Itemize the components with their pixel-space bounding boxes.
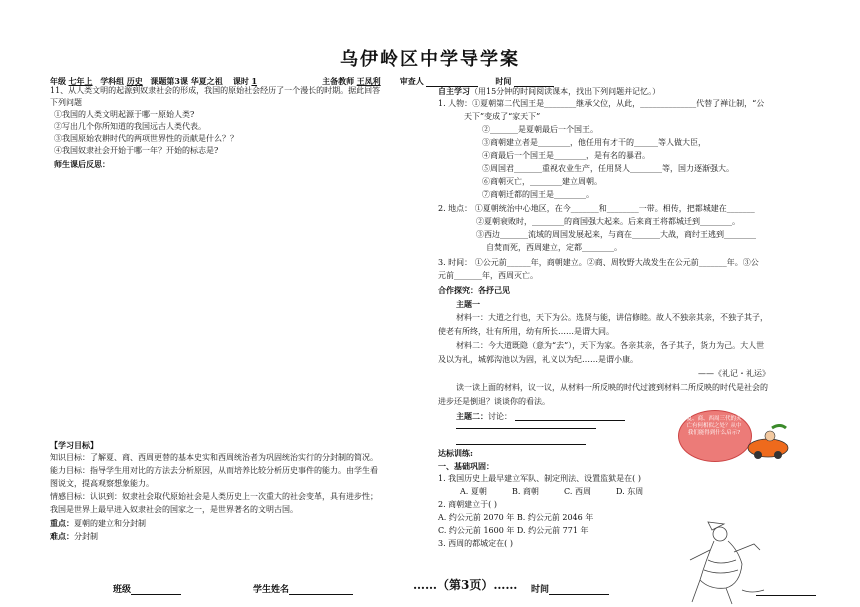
q2-options-1: A. 约公元前 2070 年 B. 约公元前 2046 年 (438, 513, 594, 522)
self-study (438, 87, 660, 96)
grade-label: 年级 (50, 76, 66, 86)
practice-q3: 3. 西周的都城定在( ) (438, 539, 513, 548)
reflection-label: 师生课后反思： (54, 159, 110, 169)
footer-extra-blank (756, 587, 816, 596)
source-citation: ——《礼记・礼运》 (698, 369, 770, 378)
q1-options (460, 488, 643, 496)
teacher-label: 主备教师 (322, 76, 355, 86)
q1-option-b: B. 商朝 (511, 487, 539, 496)
practice-label: 达标训练: (438, 448, 473, 458)
page-number: ……（第3页）…… (413, 578, 518, 592)
place-line-3: ③西边_______流域的周国发展起来，与商在_______大战，商纣王逃到________ (476, 230, 756, 239)
goal-ability: 能力目标：指导学生用对比的方法去分析原因，从而培养比较分析历史事件的能力。由学生看 (50, 466, 378, 475)
question-line-1: 读一读上面的材料，议一议，从材料一所反映的时代过渡到材料二所反映的时代是社会的 (456, 383, 768, 392)
cartoon-callout (670, 406, 790, 466)
material-1-line-1: 材料一：大道之行也，天下为公。选贤与能，讲信修睦。故人不独亲其亲，不独子其子， (456, 313, 768, 322)
teacher-value: 王凤利 (356, 76, 381, 86)
time-label: 时间 (495, 76, 512, 86)
discuss-blank-2 (456, 420, 596, 429)
car-cartoon-icon (742, 424, 792, 460)
topic-1: 主题一 (456, 299, 480, 309)
people-line-7: ⑥商朝灭亡，________建立周朝。 (482, 177, 602, 186)
coop-label: 合作探究：各抒己见 (438, 285, 510, 295)
goals-heading: 【学习目标】 (50, 440, 98, 450)
key-label: 重点： (50, 518, 74, 528)
place-line-2: ②夏朝衰败时，________的商国强大起来。后来商王将都城迁到________。 (476, 217, 740, 226)
q1-option-c: C. 西周 (564, 487, 591, 496)
footer-class (113, 582, 181, 595)
q2-options-2: C. 约公元前 1600 年 D. 约公元前 771 年 (438, 526, 589, 535)
subject-value: 历史 (126, 76, 143, 86)
time-line-2: 元前_______年，西周灭亡。 (438, 271, 538, 280)
footer-name-blank (289, 586, 353, 595)
self-study-label: 自主学习 (438, 86, 470, 96)
material-2-line-1: 材料二：今大道既隐（意为“去”），天下为家。各亲其亲，各子其子，货力为己。大人世 (456, 341, 765, 350)
period-value: 1 (251, 76, 258, 86)
question-line-2: 进步还是倒退？谈谈你的看法。 (438, 397, 550, 406)
key-value: 夏朝的建立和分封制 (74, 519, 146, 528)
key-point (50, 519, 146, 528)
q1-option-d: D. 东周 (616, 487, 644, 496)
place-line-4: 自焚而死，西周建立，定都________。 (486, 243, 622, 252)
question-4: ④我国奴隶社会开始于哪一年？开始的标志是? (54, 146, 219, 155)
subject-label: 学科组 (100, 76, 125, 86)
grade-value: 七年上 (68, 76, 93, 86)
footer-name (253, 582, 353, 595)
basic-label: 一、基础巩固： (438, 461, 494, 471)
bubble-text: 夏、商、西周三代的灭亡有何相似之处？从中我们能得到什么启示? (686, 416, 742, 436)
footer-class-label: 班级 (113, 585, 132, 595)
difficulty-value: 分封制 (74, 532, 98, 541)
discuss-blank-3 (456, 436, 586, 445)
topic-2-label: 主题二： (456, 411, 488, 421)
question-intro: 11、从人类文明的起源到奴隶社会的形成，我国的原始社会经历了一个漫长的时期。据此回答 (50, 86, 381, 95)
people-line-1: 1. 人物：①夏朝第二代国王是________继承父位，从此，______________代替了禅让制，“公 (438, 99, 765, 108)
time-blank (514, 78, 554, 87)
material-1-line-2: 使老有所终，壮有所用，幼有所长……是谓大同。 (438, 327, 614, 336)
people-line-5: ④商最后一个国王是________，是有名的暴君。 (482, 151, 650, 160)
footer-time-label: 时间 (531, 585, 550, 595)
footer-class-blank (131, 586, 181, 595)
question-2: ②写出几个你所知道的我国远古人类代表。 (54, 122, 206, 131)
time-line-1: 3. 时间： ①公元前______年，商朝建立。②商、周牧野大战发生在公元前_______年。③公 (438, 258, 759, 267)
people-line-2: 天下”变成了“家天下” (464, 112, 541, 121)
people-line-8: ⑦商朝迁都的国王是________。 (482, 190, 594, 199)
footer-name-label: 学生姓名 (253, 585, 290, 595)
goal-ability-cont: 图说文，提高观察想象能力。 (50, 479, 154, 488)
people-line-6: ⑤周国君_______重视农业生产，任用贤人________等，国力逐渐强大。 (482, 164, 734, 173)
goal-emotion: 情感目标：认识到：奴隶社会取代原始社会是人类历史上一次重大的社会变革，具有进步性； (50, 492, 378, 501)
goal-emotion-cont: 我国是世界上最早进入奴隶社会的国家之一，是世界著名的文明古国。 (50, 505, 298, 514)
people-line-4: ③商朝建立者是________，他任用有才干的______等人做大臣， (482, 138, 706, 147)
material-2-line-2: 及以为礼，城郭沟池以为固，礼义以为纪……是谓小康。 (438, 355, 638, 364)
page-title: 乌伊岭区中学导学案 (340, 49, 520, 70)
people-line-3: ②_______是夏朝最后一个国王。 (482, 125, 598, 134)
self-study-note: （用15分钟的时间阅读课本，找出下列问题并记忆。） (470, 87, 661, 96)
footer-time-blank (549, 586, 609, 595)
practice-q2: 2. 商朝建立于( ) (438, 500, 497, 509)
place-line-1: 2. 地点： ①夏朝统治中心地区，在今_______和________一带。相传，把都城建在_______ (438, 204, 755, 213)
goal-knowledge: 知识目标：了解夏、商、西周更替的基本史实和西周统治者为巩固统治实行的分封制的简况。 (50, 453, 378, 462)
practice-q1: 1. 我国历史上最早建立军队、制定刑法、设置监狱是在( ) (438, 474, 641, 483)
period-label: 课时 (232, 76, 249, 86)
reviewer-label: 审查人 (399, 76, 424, 86)
footer-time (531, 582, 609, 595)
difficulty-label: 难点： (50, 531, 74, 541)
question-intro-cont: 下列问题 (50, 98, 82, 107)
q1-option-a: A. 夏朝 (460, 487, 487, 496)
lesson-title: 课题第3课 华夏之祖 (150, 76, 223, 86)
difficulty-point (50, 532, 98, 541)
question-3: ③我国原始农耕时代的两项世界性的贡献是什么？？ (54, 134, 238, 143)
discuss-label: 讨论： (488, 412, 512, 421)
question-1: ①我国的人类文明起源于哪一原始人类? (54, 110, 195, 119)
